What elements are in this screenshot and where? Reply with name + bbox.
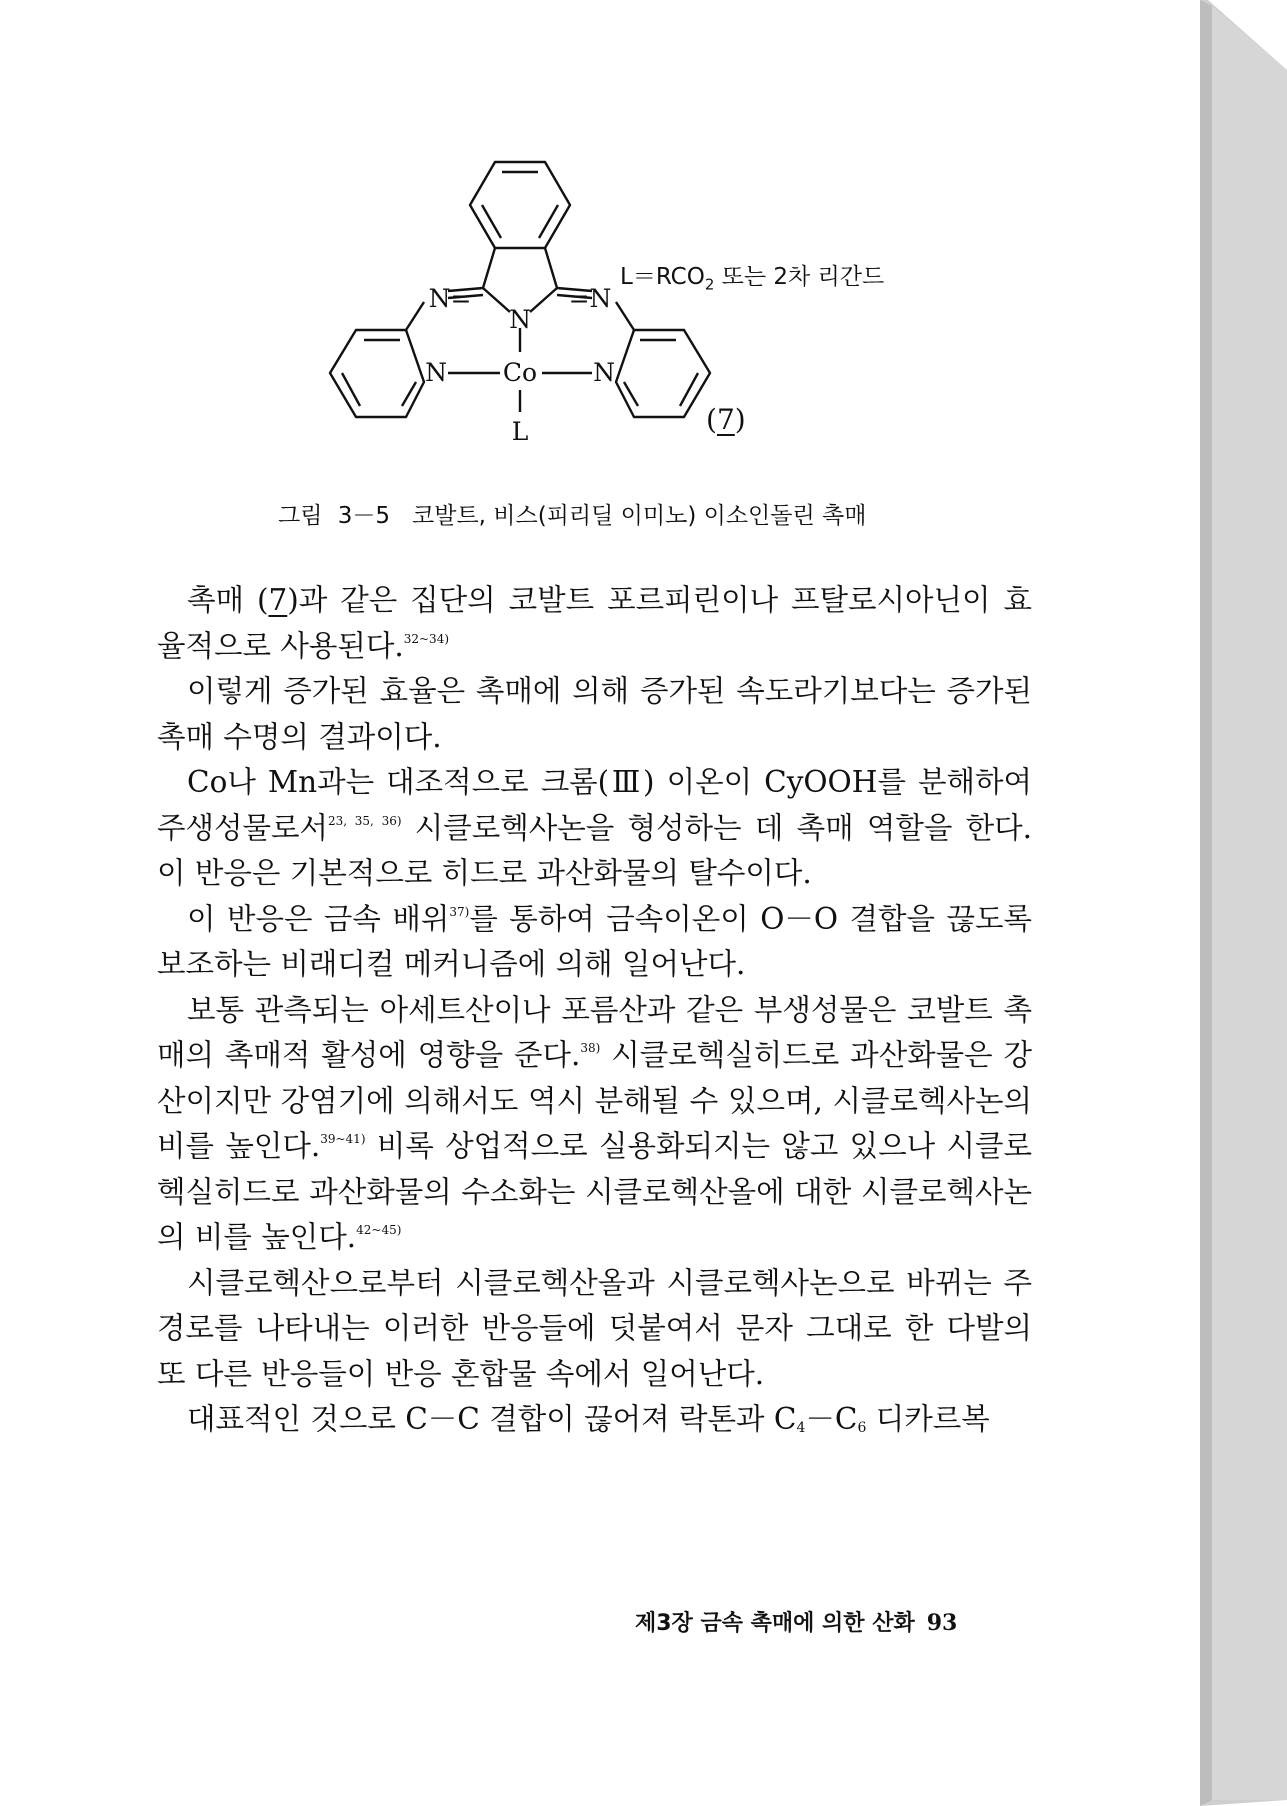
- paragraph-6: 시클로헥산으로부터 시클로헥산올과 시클로헥사논으로 바뀌는 주 경로를 나타내는 이러한 반응들에 덧붙여서 문자 그대로 한 다발의 또 다른 반응들이 반응 혼합물 속에서 일어난다.: [157, 1265, 1032, 1391]
- atom-n-pyridine-left: N: [425, 358, 447, 387]
- paragraph-4: 이 반응은 금속 배위$^{37)}$를 통하여 금속이온이 O－O 결합을 끊도록 보조하는 비래디컬 메커니즘에 의해 일어난다.: [157, 901, 1033, 981]
- caption-number: 3－5: [337, 503, 391, 529]
- compound-number: (7): [706, 403, 746, 436]
- citation: 32~34): [403, 631, 450, 646]
- atom-ligand: L: [511, 417, 529, 446]
- paragraph-5: 보통 관측되는 아세트산이나 포름산과 같은 부생성물은 코발트 촉매의 촉매적 활성에 영향을 준다.$^{38)}$ 시클로헥실히드로 과산화물은 강산이지만 강염기에 의해서도 역시 분해될 수 있으며, 시클로헥사논의 비를 높인다.$^{39\sim 41)}$ 비록 상업적으로 실용화되지는 않고 있으나 시클로헥실히드로 과산화물의 수소화는 시클로헥산올에 대한 시클로헥사논의 비를 높인다.$^{42\sim 45)}$: [157, 992, 1032, 1254]
- citation: 42~45): [356, 1223, 402, 1237]
- paragraph-2: 이렇게 증가된 효율은 촉매에 의해 증가된 속도라기보다는 증가된 촉매 수명의 결과이다.: [157, 674, 1032, 754]
- compound-reference: 7: [268, 583, 288, 617]
- atom-n-center: N: [509, 305, 531, 334]
- paragraph-3: Co나 Mn과는 대조적으로 크롬(Ⅲ) 이온이 CyOOH를 분해하여 주생성물로서$^{23, 35, 36)}$ 시클로헥사논을 형성하는 데 촉매 역할을 한다. 이 반응은 기본적으로 히드로 과산화물의 탈수이다.: [157, 765, 1032, 890]
- atom-cobalt: Co: [502, 358, 538, 387]
- page-footer: [635, 1606, 957, 1637]
- chapter-title: 제3장 금속 촉매에 의한 산화: [635, 1611, 915, 1636]
- structure-drawing: [320, 160, 1020, 460]
- body-text: [157, 578, 1032, 1443]
- atom-n-pyridine-right: N: [593, 358, 615, 387]
- citation: 37): [449, 904, 470, 919]
- paragraph-7: 대표적인 것으로 C－C 결합이 끊어져 락톤과 $C_4-C_6$ 디카르복: [187, 1402, 990, 1436]
- citation: 38): [580, 1041, 601, 1055]
- page-number: 93: [926, 1610, 958, 1636]
- paragraph-1: 촉매 (7)과 같은 집단의 코발트 포르피린이나 프탈로시아닌이 효율적으로 사용된다.$^{32\sim 34)}$: [157, 583, 1032, 663]
- citation: 39~41): [320, 1132, 366, 1146]
- atom-n-left: N=: [428, 284, 472, 313]
- caption-text: 코발트, 비스(피리딜 이미노) 이소인돌린 촉매: [412, 503, 867, 529]
- atom-n-right: =N: [568, 284, 612, 313]
- citation: 23, 35, 36): [327, 813, 402, 828]
- ligand-note: $L=RCO_2$ 또는 2차 리간드: [620, 264, 885, 294]
- chemical-structure-figure: [320, 160, 1020, 460]
- caption-label: 그림: [278, 503, 323, 529]
- figure-caption: [278, 497, 866, 530]
